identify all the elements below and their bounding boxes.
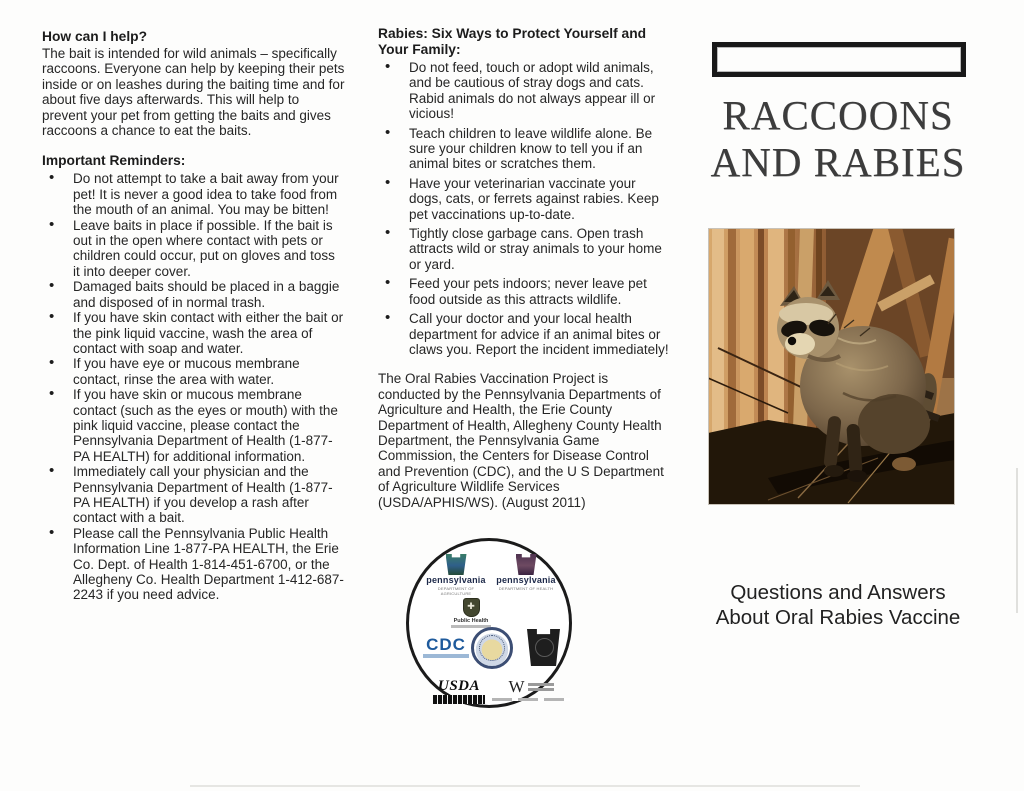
bullet-item: • Please call the Pennsylvania Public Health Information Line 1-877-PA HEALTH, the Erie Co. Dept. of Health 1-814-451-6700, or the Allegheny Co. Health Department 1-412-687-2243 if you need advice. — [42, 526, 345, 603]
pa-dept-health-logo — [495, 554, 557, 591]
wildlife-services-logo — [491, 679, 571, 701]
section-heading-six-ways: Rabies: Six Ways to Protect Yourself and Your Family: — [378, 26, 647, 57]
bullet-item: • Immediately call your physician and the Pennsylvania Department of Health (1-877-PA HEALTH) if you develop a rash after contact with a bait. — [42, 464, 345, 526]
wildlife-services-small-print — [528, 683, 554, 691]
county-health-seal-logo — [471, 627, 513, 669]
partner-logos-seal — [406, 538, 572, 708]
raccoon-photo-illustration — [708, 228, 955, 505]
public-health-shield-icon — [463, 598, 480, 617]
bullet-item: • Feed your pets indoors; never leave pet food outside as this attracts wildlife. — [378, 276, 670, 307]
bullet-item: • Leave baits in place if possible. If the bait is out in the open where contact with pets or children could occur, put on gloves and toss it into deeper cover. — [42, 218, 345, 280]
bullet-item: • Teach children to leave wildlife alone. Be sure your children know to tell you if an animal bites or scratches them. — [378, 126, 670, 172]
bullet-item: • Do not attempt to take a bait away from your pet! It is never a good idea to take food from the mouth of an animal. You may be bitten! — [42, 171, 345, 217]
panel-how-can-i-help — [42, 29, 345, 603]
keystone-agriculture-icon — [446, 554, 467, 575]
cover-title — [700, 92, 976, 186]
cover-blank-label-box — [712, 42, 966, 77]
section-heading-how-can-i-help: How can I help? — [42, 29, 148, 44]
usda-wordmark: USDA — [437, 678, 480, 694]
usda-bar — [433, 695, 485, 704]
usda-logo — [431, 679, 487, 704]
pa-game-commission-logo — [527, 629, 560, 666]
public-health-caption: Public Health — [453, 618, 489, 624]
panel-six-ways — [378, 26, 670, 510]
cover-subtitle-line2: About Oral Rabies Vaccine — [715, 606, 961, 629]
pa-dept-agriculture-logo — [425, 554, 487, 596]
bullet-item: • If you have skin or mucous membrane contact (such as the eyes or mouth) with the pink liquid vaccine, please contact the Pennsylvania Department of Health (1-877-PA HEALTH) for additional information. — [42, 387, 345, 464]
bullet-item: • Tightly close garbage cans. Open trash attracts wild or stray animals to your home or yard. — [378, 226, 670, 272]
county-health-seal-icon — [471, 627, 513, 669]
bullet-item: • If you have skin contact with either the bait or the pink liquid vaccine, wash the area of contact with soap and water. — [42, 310, 345, 356]
bullet-item: • If you have eye or mucous membrane contact, rinse the area with water. — [42, 356, 345, 387]
project-credits-paragraph: The Oral Rabies Vaccination Project is conducted by the Pennsylvania Departments of Agriculture and Health, the Erie County Department of Health, Allegheny County Health Department, the Pennsylvania Game Commission, the Centers for Disease Control and Prevention (CDC), and the U S Department of Agriculture Wildlife Services (USDA/APHIS/WS). (August 2011) — [378, 371, 664, 510]
game-commission-keystone-icon — [527, 629, 560, 666]
raccoon-photo — [708, 228, 955, 505]
pa-agriculture-wordmark: pennsylvania — [426, 575, 486, 585]
cover-title-line2: AND RABIES — [710, 139, 966, 185]
cover-subtitle — [700, 580, 976, 630]
pa-health-caption: DEPARTMENT OF HEALTH — [498, 586, 554, 591]
cdc-wordmark: CDC — [426, 635, 466, 654]
pa-health-wordmark: pennsylvania — [496, 575, 556, 585]
cover-subtitle-line1: Questions and Answers — [730, 581, 946, 604]
important-reminders-list — [42, 171, 345, 602]
public-health-logo — [447, 598, 495, 628]
bullet-item: • Do not feed, touch or adopt wild animals, and be cautious of stray dogs and cats. Rabid animals do not always appear ill or vicious! — [378, 60, 670, 122]
bullet-item: • Have your veterinarian vaccinate your dogs, cats, or ferrets against rabies. Keep pet vaccinations up-to-date. — [378, 176, 670, 222]
six-ways-list — [378, 60, 670, 357]
cdc-logo — [421, 636, 471, 658]
bullet-item: • Damaged baits should be placed in a baggie and disposed of in normal trash. — [42, 279, 345, 310]
scan-artifact-bottom — [190, 785, 860, 787]
section-heading-important-reminders: Important Reminders: — [42, 153, 186, 169]
wildlife-services-w-mark: W — [508, 677, 525, 696]
scan-artifact-right-edge — [1016, 468, 1018, 613]
intro-paragraph: The bait is intended for wild animals – specifically raccoons. Everyone can help by keeping their pets inside or on leashes during the baiting time and for about five days afterwards. This will help to prevent your pet from getting the baits and gives raccoons a chance to eat the baits. — [42, 46, 345, 139]
cover-title-line1: RACCOONS — [722, 92, 954, 138]
keystone-health-icon — [516, 554, 537, 575]
pa-agriculture-caption: DEPARTMENT OF AGRICULTURE — [437, 586, 475, 596]
cdc-small-print — [423, 654, 469, 658]
wildlife-services-caption-strip — [492, 698, 570, 701]
bullet-item: • Call your doctor and your local health department for advice if an animal bites or claws you. Report the incident immediately! — [378, 311, 670, 357]
